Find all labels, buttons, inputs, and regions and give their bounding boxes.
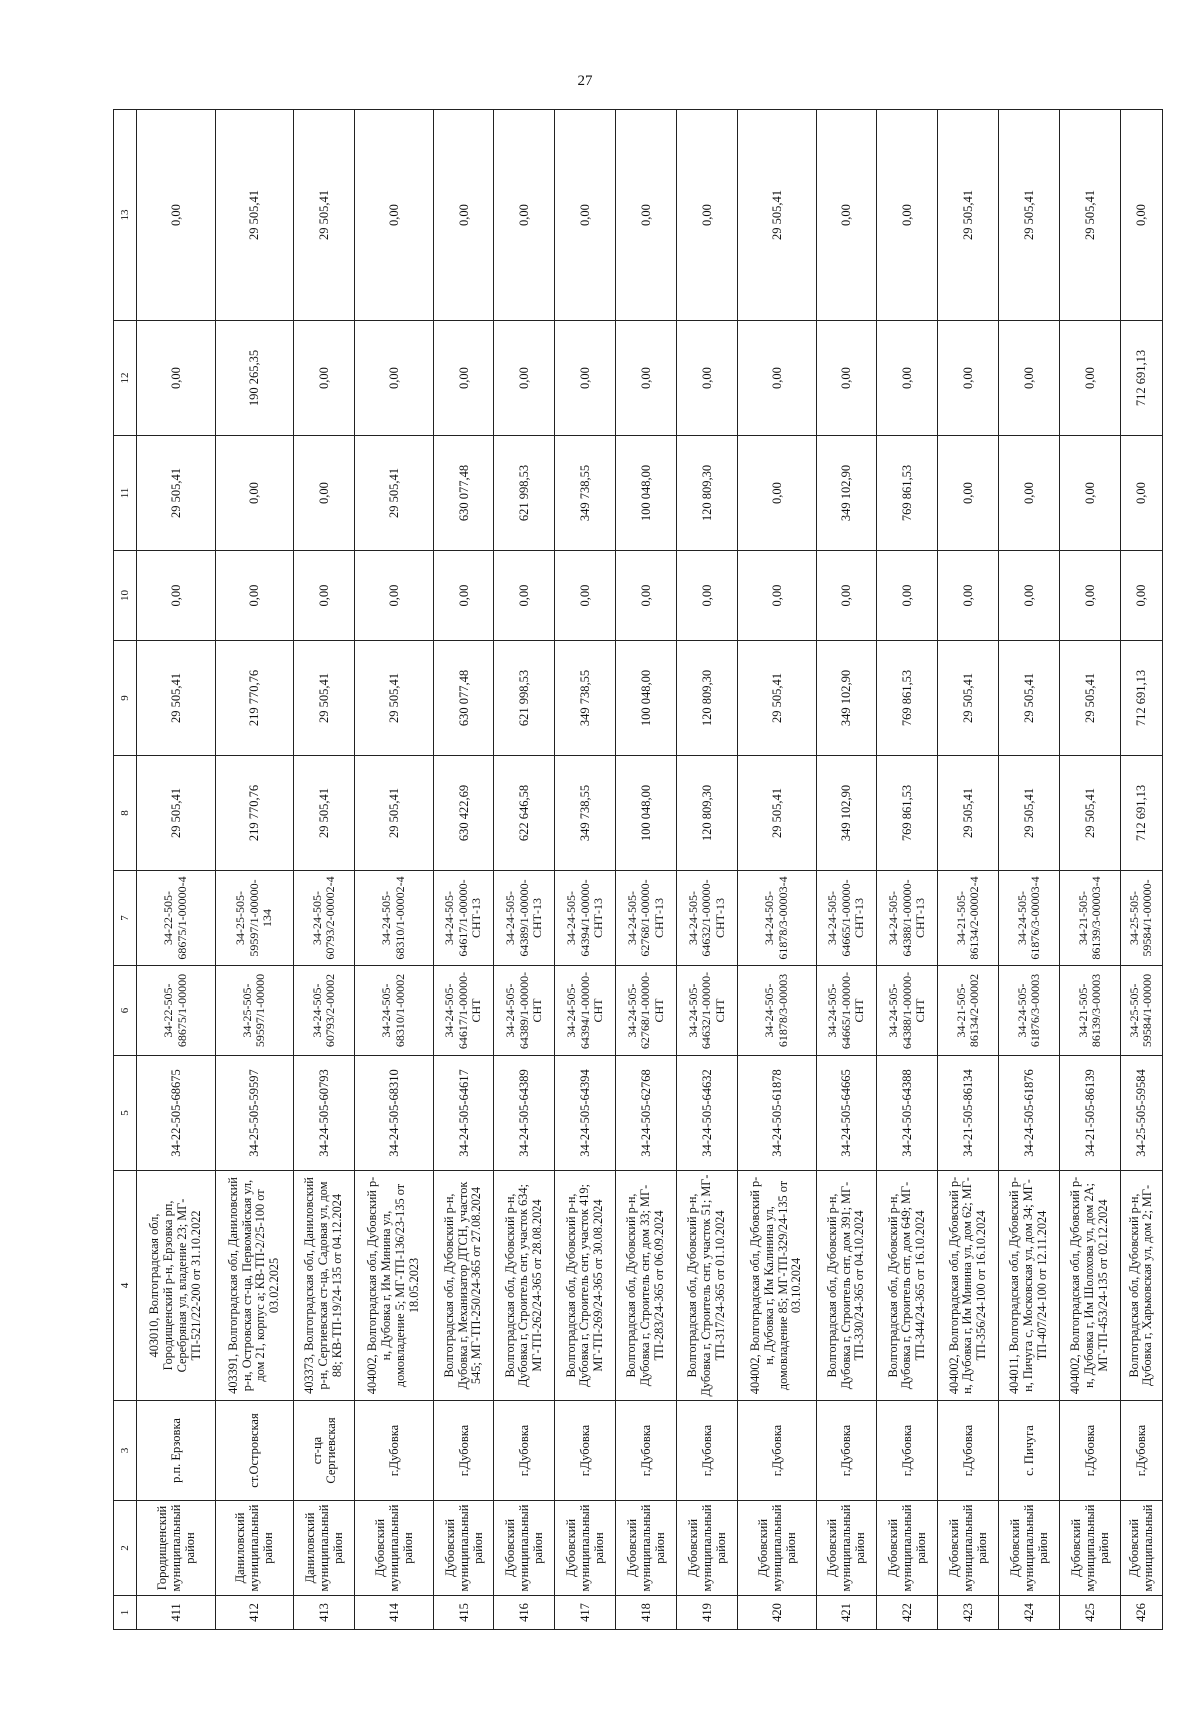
table-cell-col-11: 0,00 [1060,436,1121,551]
table-cell-col-5: 34-25-505-59584 [1120,1056,1162,1171]
column-number-10: 10 [114,551,137,641]
table-row [1120,110,1162,1630]
table-cell-col-12: 0,00 [433,321,494,436]
column-number-1: 1 [114,1596,137,1630]
table-cell-col-12: 0,00 [1060,321,1121,436]
table-cell-col-7: 34-25-505-59584/1-00000- [1120,871,1162,966]
table-cell-col-2: Дубовский муниципальный район [877,1501,938,1596]
table-cell-col-3: г.Дубовка [816,1401,877,1501]
table-cell-col-10: 0,00 [555,551,616,641]
table-cell-col-4: Волгоградская обл, Дубовский р-н, Дубовка г, Строитель снт, дом 33; МГ-ТП-283/24-365 от 06.09.2024 [616,1171,677,1401]
table-cell-col-5: 34-24-505-64617 [433,1056,494,1171]
table-cell-col-1: 419 [677,1596,738,1630]
table-cell-col-5: 34-25-505-59597 [215,1056,294,1171]
table-cell-col-1: 425 [1060,1596,1121,1630]
table-cell-col-8: 29 505,41 [737,756,816,871]
table-cell-col-13: 0,00 [355,110,434,321]
table-cell-col-8: 349 102,90 [816,756,877,871]
table-cell-col-9: 349 102,90 [816,641,877,756]
column-number-2: 2 [114,1501,137,1596]
table-cell-col-9: 100 048,00 [616,641,677,756]
table-cell-col-8: 712 691,13 [1120,756,1162,871]
table-cell-col-7: 34-21-505-86134/2-00002-4 [938,871,999,966]
table-cell-col-11: 29 505,41 [355,436,434,551]
table-cell-col-4: 403373, Волгоградская обл, Даниловский р-н, Сергиевская ст-ца, Садовая ул, дом 88; КВ-ТП-19/24-135 от 04.12.2024 [294,1171,355,1401]
table-cell-col-4: Волгоградская обл, Дубовский р-н, Дубовка г, Механизатор ДТСН, участок 545; МГ-ТП-250/24-365 от 27.08.2024 [433,1171,494,1401]
table-cell-col-6: 34-24-505-62768/1-00000-СНТ [616,966,677,1056]
table-cell-col-11: 0,00 [1120,436,1162,551]
table-cell-col-5: 34-24-505-61876 [999,1056,1060,1171]
table-cell-col-7: 34-21-505-86139/3-00003-4 [1060,871,1121,966]
table-cell-col-11: 0,00 [215,436,294,551]
table-cell-col-10: 0,00 [616,551,677,641]
table-row [555,110,616,1630]
column-number-4: 4 [114,1171,137,1401]
table-cell-col-8: 29 505,41 [1060,756,1121,871]
table-cell-col-1: 414 [355,1596,434,1630]
table-cell-col-3: г.Дубовка [737,1401,816,1501]
table-cell-col-4: Волгоградская обл, Дубовский р-н, Дубовка г, Строитель снт, дом 391; МГ-ТП-330/24-365 от 04.10.2024 [816,1171,877,1401]
column-number-8: 8 [114,756,137,871]
table-cell-col-3: г.Дубовка [938,1401,999,1501]
table-cell-col-4: 403391, Волгоградская обл, Даниловский р-н, Островская ст-ца, Первомайская ул, дом 21, корпус а; КВ-ТП-2/25-100 от 03.02.2025 [215,1171,294,1401]
column-number-7: 7 [114,871,137,966]
table-cell-col-10: 0,00 [999,551,1060,641]
table-row [137,110,216,1630]
table-cell-col-9: 349 738,55 [555,641,616,756]
table-row [737,110,816,1630]
table-cell-col-7: 34-24-505-61876/3-00003-4 [999,871,1060,966]
table-row [677,110,738,1630]
table-cell-col-9: 120 809,30 [677,641,738,756]
table-cell-col-10: 0,00 [215,551,294,641]
table-cell-col-10: 0,00 [355,551,434,641]
table-cell-col-3: г.Дубовка [433,1401,494,1501]
table-cell-col-5: 34-24-505-64665 [816,1056,877,1171]
table-cell-col-6: 34-24-505-61876/3-00003 [999,966,1060,1056]
table-cell-col-8: 29 505,41 [938,756,999,871]
table-cell-col-11: 630 077,48 [433,436,494,551]
table-cell-col-1: 411 [137,1596,216,1630]
table-cell-col-5: 34-24-505-64394 [555,1056,616,1171]
table-cell-col-13: 0,00 [433,110,494,321]
table-cell-col-2: Дубовский муниципальный район [999,1501,1060,1596]
table-cell-col-4: 403010, Волгоградская обл, Городищенский р-н, Ерзовка рп, Серебряная ул, владение 23; МГ-ТП-521/22-200 от 31.10.2022 [137,1171,216,1401]
table-cell-col-8: 29 505,41 [137,756,216,871]
table-cell-col-2: Городищенский муниципальный район [137,1501,216,1596]
data-table [113,109,1163,1630]
table-cell-col-10: 0,00 [816,551,877,641]
table-cell-col-7: 34-24-505-64394/1-00000-СНТ-13 [555,871,616,966]
table-cell-col-2: Дубовский муниципальный район [494,1501,555,1596]
table-cell-col-12: 0,00 [999,321,1060,436]
table-cell-col-1: 423 [938,1596,999,1630]
table-cell-col-6: 34-24-505-64665/1-00000-СНТ [816,966,877,1056]
table-cell-col-10: 0,00 [433,551,494,641]
table-cell-col-3: р.п. Ерзовка [137,1401,216,1501]
table-cell-col-9: 29 505,41 [137,641,216,756]
table-cell-col-3: г.Дубовка [355,1401,434,1501]
table-row [816,110,877,1630]
table-cell-col-6: 34-24-505-64394/1-00000-СНТ [555,966,616,1056]
table-cell-col-3: г.Дубовка [877,1401,938,1501]
table-cell-col-1: 415 [433,1596,494,1630]
table-row [355,110,434,1630]
table-cell-col-5: 34-24-505-64632 [677,1056,738,1171]
table-cell-col-7: 34-24-505-61878/3-00003-4 [737,871,816,966]
table-cell-col-12: 0,00 [616,321,677,436]
table-cell-col-7: 34-24-505-62768/1-00000-СНТ-13 [616,871,677,966]
table-cell-col-6: 34-25-505-59597/1-00000 [215,966,294,1056]
table-cell-col-10: 0,00 [137,551,216,641]
table-cell-col-12: 0,00 [816,321,877,436]
table-cell-col-8: 769 861,53 [877,756,938,871]
table-cell-col-8: 100 048,00 [616,756,677,871]
table-cell-col-12: 0,00 [677,321,738,436]
table-cell-col-2: Дубовский муниципальный район [355,1501,434,1596]
table-cell-col-5: 34-24-505-64389 [494,1056,555,1171]
table-cell-col-9: 29 505,41 [1060,641,1121,756]
table-body [137,110,1163,1630]
table-cell-col-5: 34-22-505-68675 [137,1056,216,1171]
table-cell-col-9: 219 770,76 [215,641,294,756]
table-cell-col-4: 404011, Волгоградская обл, Дубовский р-н, Пичуга с, Московская ул, дом 34; МГ-ТП-407/24-100 от 12.11.2024 [999,1171,1060,1401]
table-cell-col-12: 0,00 [494,321,555,436]
table-cell-col-2: Даниловский муниципальный район [294,1501,355,1596]
table-cell-col-2: Дубовский муниципальный район [737,1501,816,1596]
table-cell-col-3: ст.Островская [215,1401,294,1501]
table-cell-col-8: 29 505,41 [355,756,434,871]
table-cell-col-1: 424 [999,1596,1060,1630]
table-cell-col-10: 0,00 [677,551,738,641]
table-cell-col-7: 34-24-505-64388/1-00000-СНТ-13 [877,871,938,966]
table-cell-col-4: Волгоградская обл, Дубовский р-н, Дубовка г, Строитель снт, участок 419; МГ-ТП-269/24-365 от 30.08.2024 [555,1171,616,1401]
table-cell-col-13: 0,00 [877,110,938,321]
table-cell-col-3: г.Дубовка [616,1401,677,1501]
table-cell-col-12: 0,00 [737,321,816,436]
table-cell-col-13: 0,00 [616,110,677,321]
table-cell-col-4: Волгоградская обл, Дубовский р-н, Дубовка г, Строитель снт, участок 51; МГ-ТП-317/24-365 от 01.10.2024 [677,1171,738,1401]
table-cell-col-8: 29 505,41 [294,756,355,871]
table-row [938,110,999,1630]
table-cell-col-11: 29 505,41 [137,436,216,551]
table-row [1060,110,1121,1630]
table-cell-col-3: ст-ца Сергиевская [294,1401,355,1501]
rotated-table-wrapper [113,110,1163,1630]
table-row [215,110,294,1630]
table-cell-col-6: 34-25-505-59584/1-00000 [1120,966,1162,1056]
table-cell-col-12: 0,00 [137,321,216,436]
table-cell-col-2: Даниловский муниципальный район [215,1501,294,1596]
table-cell-col-4: Волгоградская обл, Дубовский р-н, Дубовка г, Строитель снт, участок 634; МГ-ТП-262/24-365 от 28.08.2024 [494,1171,555,1401]
table-cell-col-10: 0,00 [494,551,555,641]
table-row [494,110,555,1630]
table-cell-col-3: г.Дубовка [555,1401,616,1501]
table-cell-col-12: 712 691,13 [1120,321,1162,436]
table-cell-col-9: 621 998,53 [494,641,555,756]
table-cell-col-7: 34-24-505-68310/1-00002-4 [355,871,434,966]
column-number-5: 5 [114,1056,137,1171]
table-cell-col-6: 34-24-505-68310/1-00002 [355,966,434,1056]
table-cell-col-2: Дубовский муниципальный район [1060,1501,1121,1596]
table-cell-col-1: 426 [1120,1596,1162,1630]
table-cell-col-11: 0,00 [737,436,816,551]
table-cell-col-5: 34-24-505-60793 [294,1056,355,1171]
table-cell-col-6: 34-21-505-86134/2-00002 [938,966,999,1056]
table-cell-col-4: 404002, Волгоградская обл, Дубовский р-н, Дубовка г, Им Минина ул, дом 62; МГ-ТП-356/24-100 от 16.10.2024 [938,1171,999,1401]
table-cell-col-11: 100 048,00 [616,436,677,551]
table-cell-col-12: 0,00 [555,321,616,436]
table-cell-col-11: 0,00 [294,436,355,551]
table-cell-col-2: Дубовский муниципальный район [938,1501,999,1596]
table-cell-col-11: 120 809,30 [677,436,738,551]
table-cell-col-6: 34-24-505-64389/1-00000-СНТ [494,966,555,1056]
table-cell-col-8: 630 422,69 [433,756,494,871]
table-cell-col-5: 34-24-505-68310 [355,1056,434,1171]
table-cell-col-13: 29 505,41 [215,110,294,321]
table-cell-col-2: Дубовский муниципальный [1120,1501,1162,1596]
table-cell-col-13: 0,00 [555,110,616,321]
column-number-11: 11 [114,436,137,551]
table-cell-col-3: г.Дубовка [494,1401,555,1501]
table-cell-col-1: 413 [294,1596,355,1630]
table-cell-col-10: 0,00 [294,551,355,641]
table-cell-col-1: 421 [816,1596,877,1630]
table-cell-col-7: 34-25-505-59597/1-00000-134 [215,871,294,966]
table-cell-col-7: 34-24-505-60793/2-00002-4 [294,871,355,966]
table-cell-col-1: 422 [877,1596,938,1630]
table-cell-col-1: 417 [555,1596,616,1630]
table-cell-col-4: Волгоградская обл, Дубовский р-н, Дубовка г, Строитель снт, дом 649; МГ-ТП-344/24-365 от 16.10.2024 [877,1171,938,1401]
table-cell-col-13: 0,00 [677,110,738,321]
table-cell-col-4: 404002, Волгоградская обл, Дубовский р-н, Дубовка г, Им Минина ул, домовладение 5; МГ-ТП-136/23-135 от 18.05.2023 [355,1171,434,1401]
table-cell-col-11: 349 738,55 [555,436,616,551]
table-cell-col-6: 34-24-505-60793/2-00002 [294,966,355,1056]
table-cell-col-6: 34-24-505-64388/1-00000-СНТ [877,966,938,1056]
table-cell-col-1: 418 [616,1596,677,1630]
table-cell-col-10: 0,00 [737,551,816,641]
table-cell-col-2: Дубовский муниципальный район [816,1501,877,1596]
table-cell-col-6: 34-24-505-64632/1-00000-СНТ [677,966,738,1056]
table-cell-col-10: 0,00 [877,551,938,641]
table-cell-col-4: 404002, Волгоградская обл, Дубовский р-н, Дубовка г, Им Шолохова ул, дом 2А; МГ-ТП-453/24-135 от 02.12.2024 [1060,1171,1121,1401]
table-cell-col-5: 34-21-505-86134 [938,1056,999,1171]
table-cell-col-3: г.Дубовка [677,1401,738,1501]
table-cell-col-10: 0,00 [1120,551,1162,641]
table-cell-col-7: 34-24-505-64665/1-00000-СНТ-13 [816,871,877,966]
table-cell-col-12: 0,00 [294,321,355,436]
table-cell-col-8: 622 646,58 [494,756,555,871]
column-number-12: 12 [114,321,137,436]
table-cell-col-6: 34-21-505-86139/3-00003 [1060,966,1121,1056]
table-cell-col-4: Волгоградская обл, Дубовский р-н, Дубовка г, Харьковская ул, дом 2; МГ- [1120,1171,1162,1401]
table-cell-col-9: 630 077,48 [433,641,494,756]
table-cell-col-13: 29 505,41 [294,110,355,321]
table-cell-col-5: 34-24-505-62768 [616,1056,677,1171]
table-cell-col-9: 29 505,41 [355,641,434,756]
table-cell-col-9: 29 505,41 [999,641,1060,756]
table-cell-col-1: 420 [737,1596,816,1630]
table-cell-col-11: 0,00 [999,436,1060,551]
table-cell-col-13: 0,00 [494,110,555,321]
table-cell-col-13: 0,00 [137,110,216,321]
table-cell-col-8: 120 809,30 [677,756,738,871]
table-cell-col-12: 190 265,35 [215,321,294,436]
table-row [433,110,494,1630]
table-cell-col-12: 0,00 [938,321,999,436]
table-cell-col-12: 0,00 [877,321,938,436]
table-cell-col-11: 621 998,53 [494,436,555,551]
column-number-9: 9 [114,641,137,756]
table-cell-col-13: 29 505,41 [737,110,816,321]
table-cell-col-3: г.Дубовка [1120,1401,1162,1501]
table-cell-col-13: 29 505,41 [938,110,999,321]
table-cell-col-7: 34-24-505-64389/1-00000-СНТ-13 [494,871,555,966]
table-cell-col-2: Дубовский муниципальный район [616,1501,677,1596]
table-cell-col-10: 0,00 [938,551,999,641]
table-cell-col-2: Дубовский муниципальный район [677,1501,738,1596]
table-cell-col-1: 416 [494,1596,555,1630]
table-cell-col-9: 769 861,53 [877,641,938,756]
table-cell-col-6: 34-24-505-61878/3-00003 [737,966,816,1056]
table-cell-col-13: 0,00 [816,110,877,321]
table-cell-col-6: 34-24-505-64617/1-00000-СНТ [433,966,494,1056]
table-row [616,110,677,1630]
table-cell-col-2: Дубовский муниципальный район [555,1501,616,1596]
table-cell-col-4: 404002, Волгоградская обл, Дубовский р-н, Дубовка г, Им Калинина ул, домовладение 85; МГ-ТП-329/24-135 от 03.10.2024 [737,1171,816,1401]
table-cell-col-9: 29 505,41 [737,641,816,756]
table-cell-col-13: 0,00 [1120,110,1162,321]
table-cell-col-8: 29 505,41 [999,756,1060,871]
table-cell-col-9: 29 505,41 [294,641,355,756]
table-cell-col-9: 712 691,13 [1120,641,1162,756]
table-cell-col-10: 0,00 [1060,551,1121,641]
table-row [294,110,355,1630]
table-cell-col-8: 219 770,76 [215,756,294,871]
table-cell-col-9: 29 505,41 [938,641,999,756]
table-cell-col-5: 34-21-505-86139 [1060,1056,1121,1171]
table-cell-col-7: 34-24-505-64632/1-00000-СНТ-13 [677,871,738,966]
table-cell-col-11: 0,00 [938,436,999,551]
table-cell-col-5: 34-24-505-64388 [877,1056,938,1171]
table-cell-col-7: 34-22-505-68675/1-00000-4 [137,871,216,966]
page-number: 27 [577,73,593,89]
table-cell-col-3: г.Дубовка [1060,1401,1121,1501]
table-cell-col-2: Дубовский муниципальный район [433,1501,494,1596]
table-cell-col-5: 34-24-505-61878 [737,1056,816,1171]
column-number-13: 13 [114,110,137,321]
table-cell-col-7: 34-24-505-64617/1-00000-СНТ-13 [433,871,494,966]
table-cell-col-11: 769 861,53 [877,436,938,551]
table-cell-col-3: с. Пичуга [999,1401,1060,1501]
table-cell-col-1: 412 [215,1596,294,1630]
table-cell-col-12: 0,00 [355,321,434,436]
column-number-row [114,110,137,1630]
table-cell-col-8: 349 738,55 [555,756,616,871]
column-number-6: 6 [114,966,137,1056]
table-cell-col-13: 29 505,41 [999,110,1060,321]
table-cell-col-13: 29 505,41 [1060,110,1121,321]
column-number-3: 3 [114,1401,137,1501]
table-cell-col-6: 34-22-505-68675/1-00000 [137,966,216,1056]
table-cell-col-11: 349 102,90 [816,436,877,551]
table-row [999,110,1060,1630]
table-row [877,110,938,1630]
